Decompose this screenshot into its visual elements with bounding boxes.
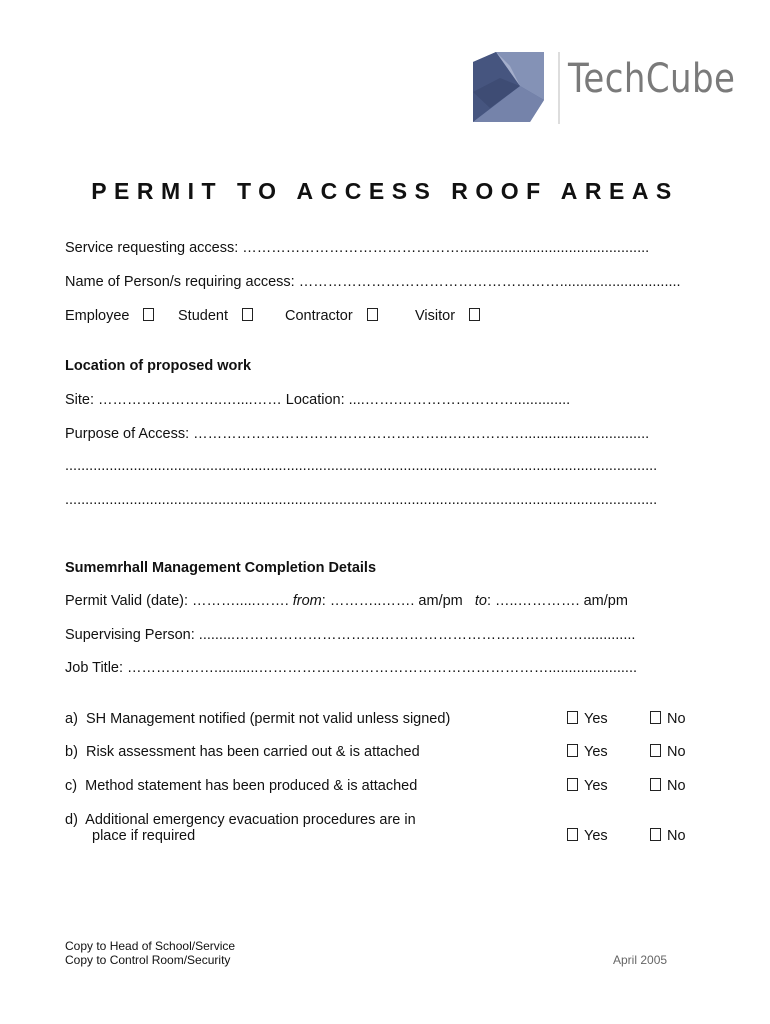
purpose-blank[interactable]: ……………………………………………..….…………...............................: [189, 426, 650, 442]
footer-line-1: Copy to Head of School/Service: [65, 939, 236, 953]
job-title-blank[interactable]: ………………...........……………………………………………………......................: [123, 660, 638, 676]
question-b-yes[interactable]: [567, 744, 608, 760]
permit-valid-row: [65, 593, 628, 609]
checkbox-icon[interactable]: [567, 828, 578, 841]
type-student[interactable]: [178, 308, 253, 324]
no-label: No: [667, 828, 686, 844]
question-d-no[interactable]: [650, 828, 686, 844]
checkbox-icon[interactable]: [242, 308, 253, 321]
purpose-blank-line-2[interactable]: ...................................................................................................................................................: [65, 492, 658, 508]
checkbox-icon[interactable]: [650, 744, 661, 757]
question-a: [65, 711, 450, 727]
person-blank[interactable]: ………………………………………………..............................: [294, 274, 681, 290]
checkbox-icon[interactable]: [650, 828, 661, 841]
checkbox-icon[interactable]: [143, 308, 154, 321]
supervising-label: Supervising Person:: [65, 627, 195, 643]
no-label: No: [667, 711, 686, 727]
supervising-field[interactable]: [65, 627, 635, 643]
question-letter: b): [65, 744, 78, 760]
question-text: Risk assessment has been carried out & is attached: [85, 744, 420, 760]
question-c-no[interactable]: [650, 778, 686, 794]
type-label: Employee: [65, 308, 130, 324]
checkbox-icon[interactable]: [469, 308, 480, 321]
site-blank[interactable]: ……………………..…....……: [94, 392, 286, 408]
site-location-row: [65, 392, 570, 408]
permit-label: Permit Valid (date):: [65, 593, 189, 609]
location-blank[interactable]: ....…….……………………..............: [344, 392, 571, 408]
question-d: [65, 812, 416, 844]
question-a-no[interactable]: [650, 711, 686, 727]
type-contractor[interactable]: [285, 308, 378, 324]
checkbox-icon[interactable]: [567, 778, 578, 791]
purpose-blank-line-1[interactable]: ...................................................................................................................................................: [65, 458, 658, 474]
yes-label: Yes: [584, 744, 608, 760]
person-label: Name of Person/s requiring access:: [65, 274, 295, 290]
page-title: PERMIT TO ACCESS ROOF AREAS: [91, 178, 679, 204]
question-b: [65, 744, 420, 760]
question-d-yes[interactable]: [567, 828, 608, 844]
job-title-field[interactable]: [65, 660, 637, 676]
permit-date-blank[interactable]: ……….....…….: [188, 593, 293, 609]
footer-line-2: Copy to Control Room/Security: [65, 953, 231, 967]
type-label: Contractor: [285, 308, 353, 324]
question-text: Method statement has been produced & is attached: [85, 778, 418, 794]
site-label: Site:: [65, 392, 95, 408]
checkbox-icon[interactable]: [650, 778, 661, 791]
question-b-no[interactable]: [650, 744, 686, 760]
checkbox-icon[interactable]: [567, 711, 578, 724]
to-time-blank[interactable]: : …..…………. am/pm: [486, 593, 628, 609]
job-title-label: Job Title:: [65, 660, 124, 676]
type-visitor[interactable]: [415, 308, 480, 324]
distribution-note: [65, 939, 235, 967]
question-text-continued: place if required: [92, 828, 196, 844]
question-a-yes[interactable]: [567, 711, 608, 727]
question-text: SH Management notified (permit not valid unless signed): [85, 711, 451, 727]
yes-label: Yes: [584, 711, 608, 727]
to-label: to: [474, 593, 487, 609]
question-c-yes[interactable]: [567, 778, 608, 794]
location-label: Location:: [285, 392, 345, 408]
no-label: No: [667, 744, 686, 760]
completion-heading: Sumemrhall Management Completion Details: [65, 560, 377, 576]
question-letter: a): [65, 711, 78, 727]
logo-wordmark: TechCube: [568, 56, 736, 102]
question-letter: d): [65, 812, 78, 828]
checkbox-icon[interactable]: [650, 711, 661, 724]
yes-label: Yes: [584, 828, 608, 844]
location-heading: Location of proposed work: [65, 358, 252, 374]
document-date: April 2005: [613, 953, 668, 967]
from-time-blank[interactable]: : ………..……. am/pm: [321, 593, 475, 609]
supervising-blank[interactable]: .........……………………………………………………………….............: [194, 627, 636, 643]
purpose-label: Purpose of Access:: [65, 426, 190, 442]
no-label: No: [667, 778, 686, 794]
checkbox-icon[interactable]: [367, 308, 378, 321]
type-label: Student: [178, 308, 228, 324]
service-field[interactable]: [65, 240, 649, 256]
service-label: Service requesting access:: [65, 240, 239, 256]
type-label: Visitor: [415, 308, 456, 324]
question-c: [65, 778, 417, 794]
question-letter: c): [65, 778, 78, 794]
person-field[interactable]: [65, 274, 681, 290]
checkbox-icon[interactable]: [567, 744, 578, 757]
yes-label: Yes: [584, 778, 608, 794]
service-blank[interactable]: ………………………………………...............................................: [238, 240, 650, 256]
type-employee[interactable]: [65, 308, 154, 324]
from-label: from: [292, 593, 322, 609]
purpose-field[interactable]: [65, 426, 649, 442]
question-text: Additional emergency evacuation procedures are in: [85, 812, 416, 828]
